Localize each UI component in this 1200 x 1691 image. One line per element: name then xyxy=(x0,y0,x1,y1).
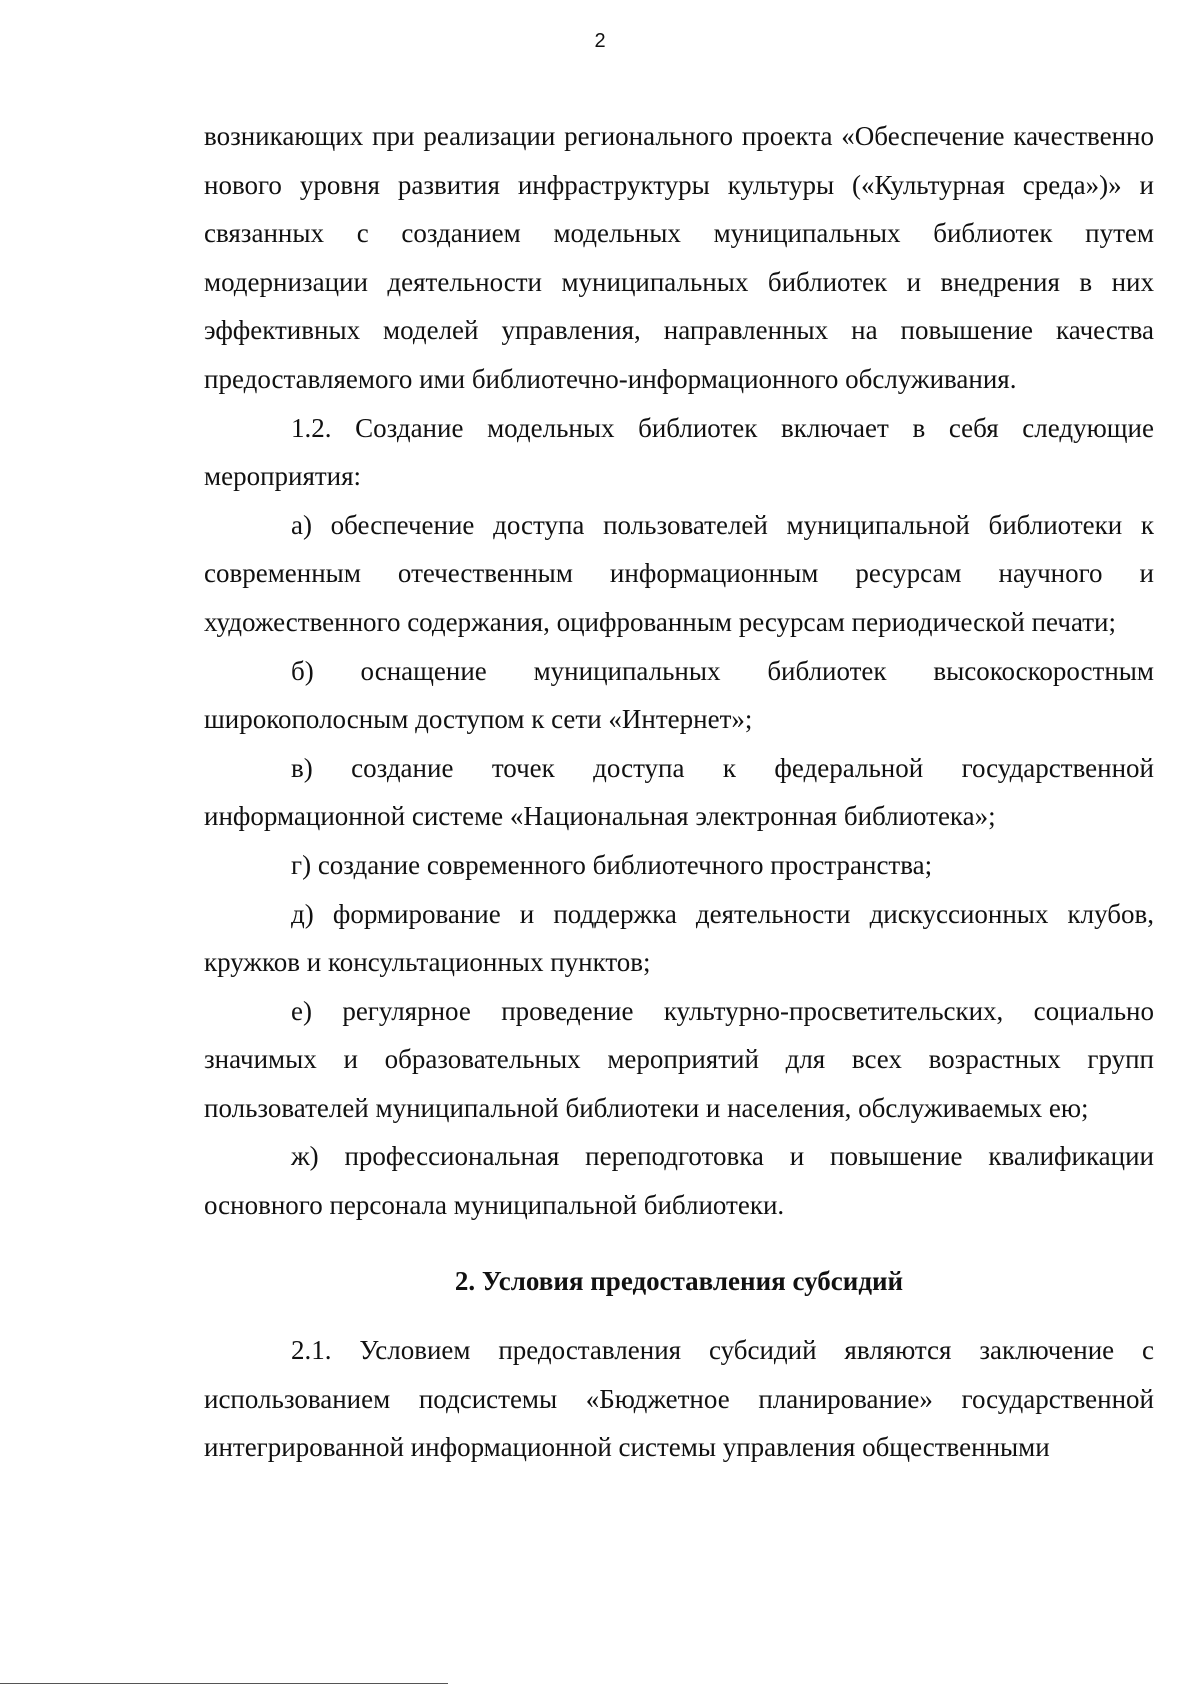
paragraph-2-1: 2.1. Условием предоставления субсидий являются заключение с использованием подсистемы «Бюджетное планирование» государственной интегрированной информационной системы управления общественными xyxy=(204,1335,1154,1463)
list-item-e: е) регулярное проведение культурно-просветительских, социально значимых и образовательных мероприятий для всех возрастных групп пользователей муниципальной библиотеки и населения, обслуживаемых ею; xyxy=(204,995,1154,1123)
document-body xyxy=(204,112,1154,1472)
paragraph-continuation: возникающих при реализации регионального проекта «Обеспечение качественно нового уровня развития инфраструктуры культуры («Культурная среда»)» и связанных с созданием модельных муниципальных библиотек путем модернизации деятельности муниципальных библиотек и внедрения в них эффективных моделей управления, направленных на повышение качества предоставляемого ими библиотечно-информационного обслуживания. xyxy=(204,121,1154,394)
list-item-d: д) формирование и поддержка деятельности дискуссионных клубов, кружков и консультационных пунктов; xyxy=(204,898,1154,978)
list-item-b: б) оснащение муниципальных библиотек высокоскоростным широкополосным доступом к сети «Интернет»; xyxy=(204,655,1154,735)
list-item-v: в) создание точек доступа к федеральной государственной информационной системе «Национальная электронная библиотека»; xyxy=(204,752,1154,832)
section-heading: 2. Условия предоставления субсидий xyxy=(454,1265,904,1296)
list-item-zh: ж) профессиональная переподготовка и повышение квалификации основного персонала муниципальной библиотеки. xyxy=(204,1141,1154,1221)
list-item-a: а) обеспечение доступа пользователей муниципальной библиотеки к современным отечественным информационным ресурсам научного и художественного содержания, оцифрованным ресурсам периодической печати; xyxy=(204,509,1154,637)
page-number: 2 xyxy=(594,30,606,52)
paragraph-1-2: 1.2. Создание модельных библиотек включает в себя следующие мероприятия: xyxy=(204,412,1154,492)
page-bottom-rule xyxy=(0,1683,448,1684)
list-item-g: г) создание современного библиотечного пространства; xyxy=(291,849,933,880)
